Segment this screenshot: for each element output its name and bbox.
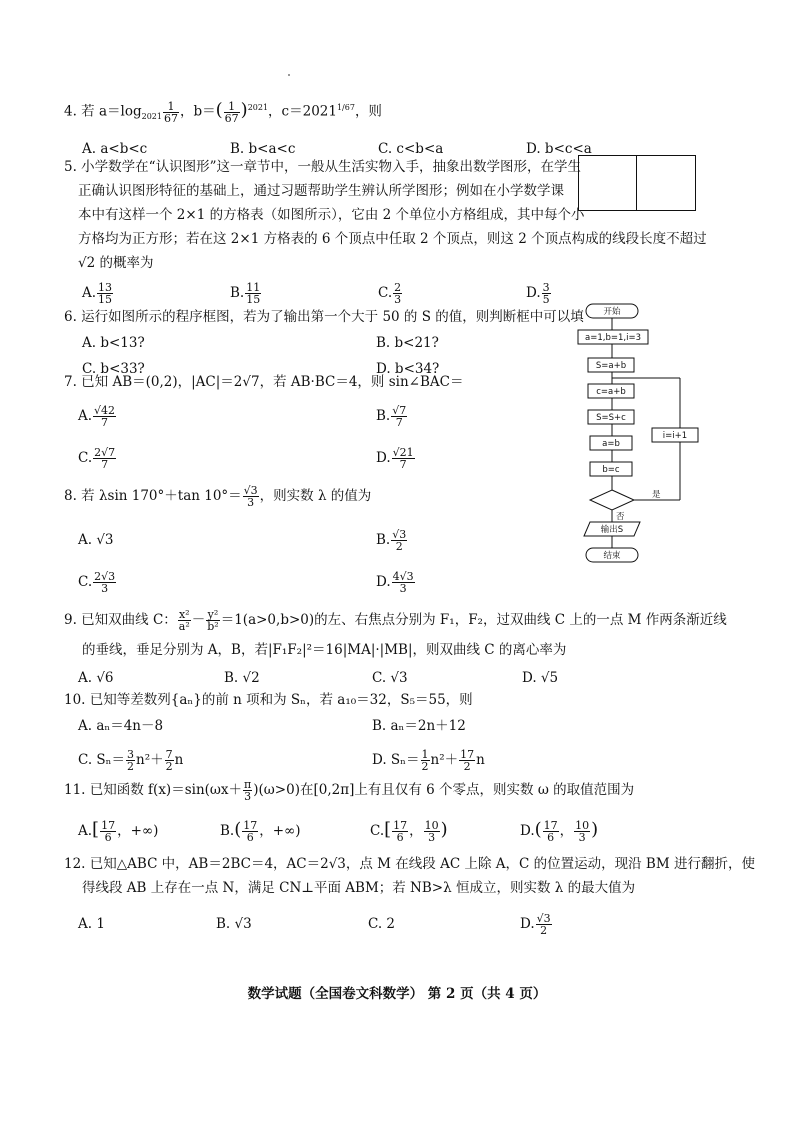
question-12: [64, 852, 754, 946]
q4-option-c[interactable]: C. c<b<a: [378, 141, 444, 158]
program-flowchart: [570, 300, 710, 570]
q11-pi-den: 3: [244, 790, 252, 803]
q11-b-n1: 17: [243, 819, 258, 832]
q4-b-num: 1: [224, 101, 240, 113]
q4-b-den: 67: [224, 111, 239, 125]
q11-d-open: (: [534, 819, 542, 840]
flow-s4-text: a=b: [602, 439, 620, 449]
q11-a-n1: 17: [101, 819, 116, 832]
q5-c-label: C.: [378, 285, 393, 301]
q12-option-d[interactable]: [520, 912, 553, 936]
q11-b-label: B.: [220, 823, 235, 839]
q9-option-d[interactable]: D. √5: [522, 670, 559, 686]
q7-a-frac: [93, 405, 116, 428]
q12-d-label: D.: [520, 916, 535, 932]
q12-option-a[interactable]: A. 1: [78, 916, 105, 932]
q7-d-label: D.: [376, 450, 391, 466]
q8-d-frac: [392, 571, 415, 594]
q12-option-b[interactable]: B. √3: [216, 916, 252, 932]
q10-c-frac1: [126, 749, 135, 772]
q10-c-d1: 2: [127, 760, 135, 773]
q11-a-frac: [100, 820, 116, 843]
q10-d-a: D. Sₙ＝: [372, 752, 420, 768]
q9-option-a[interactable]: A. √6: [78, 670, 114, 686]
q11-stem-b: )(ω>0)在[0,2π]上有且仅有 6 个零点，则实数 ω 的取值范围为: [253, 782, 635, 798]
q11-c-n1: 17: [393, 819, 408, 832]
q10-d-d1: 2: [421, 760, 429, 773]
q9-x-frac: [178, 609, 191, 632]
q5-c-frac: [393, 282, 402, 305]
q5-b-num: 11: [246, 281, 261, 294]
question-9: [64, 608, 754, 692]
q11-c-d1: 6: [396, 831, 404, 844]
flow-s2-text: c=a+b: [596, 387, 626, 397]
flow-inc-text: i=i+1: [662, 431, 688, 441]
flow-s3-text: S=S+c: [596, 413, 626, 423]
flow-yes-text: 是: [652, 490, 661, 500]
q11-pi-frac: [243, 779, 252, 802]
q5-option-a[interactable]: [82, 281, 114, 305]
q9-option-c[interactable]: C. √3: [372, 670, 408, 686]
q7-a-label: A.: [78, 408, 93, 424]
q11-a-d1: 6: [104, 831, 112, 844]
q10-c-n1: 3: [127, 748, 135, 761]
q11-stem-a: 11. 已知函数 f(x)＝sin(ωx＋: [64, 782, 243, 798]
q8-d-den: 3: [399, 582, 407, 595]
q11-d-d2: 3: [578, 831, 586, 844]
q11-option-c[interactable]: [370, 818, 448, 843]
q4-a-frac: [163, 101, 179, 124]
q4-b-exp: 2021: [247, 103, 269, 112]
q8-stem-a: 8. 若 λsin 170°＋tan 10°＝: [64, 488, 242, 504]
q8-stem-b: ，则实数 λ 的值为: [259, 488, 372, 504]
flow-init-text: a=1,b=1,i=3: [585, 333, 641, 343]
q4-option-b[interactable]: B. b<a<c: [230, 141, 296, 158]
question-8: [64, 484, 574, 608]
q8-option-b[interactable]: [376, 528, 408, 552]
q5-line-5: √2 的概率为: [78, 255, 154, 271]
scan-speck: [288, 74, 290, 76]
q7-option-b[interactable]: [376, 404, 408, 428]
q5-b-den: 15: [246, 293, 261, 306]
q5-b-frac: [245, 282, 261, 305]
q9-line1-b: ＝1(a>0,b>0)的左、右焦点分别为 F₁，F₂，过双曲线 C 上的一点 M 作两条渐近线: [220, 612, 727, 628]
q8-option-a[interactable]: A. √3: [78, 532, 114, 548]
q11-c-label: C.: [370, 823, 385, 839]
q5-option-b[interactable]: [230, 281, 262, 305]
q10-option-b[interactable]: B. aₙ＝2n＋12: [372, 718, 466, 734]
question-4: 4. 若 $a=\log_{2021}$ $\frac{1}{67}$ ，b＝( $\frac{1}{67}$ )$^{2021}$，$c=2021^{1/67}$，则 A. a<b<c B. b<a<c C. c<b<a D. b<c<a: [64, 96, 754, 163]
q11-a-open: [: [92, 819, 100, 840]
q10-option-c[interactable]: [78, 748, 183, 772]
q11-pi-num: π: [244, 778, 252, 791]
q8-c-label: C.: [78, 574, 93, 590]
q7-option-d[interactable]: [376, 446, 416, 470]
grid-divider: [636, 156, 637, 210]
question-11: [64, 778, 754, 852]
q9-y-den: b²: [207, 620, 219, 633]
q6-option-a[interactable]: A. b<13?: [82, 335, 145, 351]
q11-c-frac1: [392, 820, 408, 843]
q11-c-rest: ，: [409, 823, 423, 839]
flow-start-text: 开始: [603, 307, 621, 317]
q12-d-num: √3: [536, 912, 551, 925]
q7-b-num: √7: [392, 404, 407, 417]
q8-b-num: √3: [392, 528, 407, 541]
q4-a-den: 67: [163, 111, 178, 125]
q8-option-c[interactable]: [78, 570, 117, 594]
q4-b-expr: ，b＝: [179, 103, 216, 120]
q12-d-frac: [536, 913, 552, 936]
q8-c-den: 3: [101, 582, 109, 595]
q6-option-d[interactable]: D. b<34?: [376, 361, 440, 377]
q7-c-num: 2√7: [94, 446, 116, 459]
q11-d-label: D.: [520, 823, 535, 839]
q11-option-d[interactable]: [520, 818, 598, 843]
q10-c-b: n²＋: [136, 752, 164, 768]
q10-d-c: n: [476, 752, 485, 768]
q4-c-exp: 1/67: [336, 103, 355, 112]
q11-d-frac1: [543, 820, 559, 843]
q11-c-frac2: [424, 820, 440, 843]
q11-option-a[interactable]: [78, 818, 158, 843]
q11-b-open: (: [234, 819, 242, 840]
question-10: [64, 688, 754, 782]
q9-x-num: x²: [178, 608, 190, 621]
q8-c-frac: [93, 571, 116, 594]
q9-y-num: y²: [207, 608, 219, 621]
q11-option-b[interactable]: [220, 818, 301, 843]
q4-a-base: 2021: [141, 112, 162, 122]
q5-c-den: 3: [394, 293, 402, 306]
q9-x-den: a²: [178, 620, 190, 633]
grid-2x1-figure: [578, 155, 696, 211]
q8-stem-num: √3: [243, 484, 258, 497]
q6-option-b[interactable]: B. b<21?: [376, 335, 439, 351]
q7-b-label: B.: [376, 408, 391, 424]
q8-d-label: D.: [376, 574, 391, 590]
q12-line-1: 12. 已知△ABC 中，AB＝2BC＝4，AC＝2√3，点 M 在线段 AC 上除 A，C 的位置运动，现沿 BM 进行翻折，使: [64, 856, 755, 872]
q11-b-frac: [242, 820, 258, 843]
q5-a-frac: [97, 282, 113, 305]
q5-option-d[interactable]: [526, 281, 552, 305]
q9-option-b[interactable]: B. √2: [224, 670, 260, 686]
q10-d-n2: 17: [460, 748, 475, 761]
question-7: [64, 370, 574, 484]
q10-c-a: C. Sₙ＝: [78, 752, 126, 768]
q12-d-den: 2: [540, 924, 548, 937]
flow-output-text: 输出S: [600, 525, 624, 535]
q11-d-rest: ，: [559, 823, 574, 839]
q5-a-num: 13: [98, 281, 113, 294]
q4-tail: ，则: [354, 103, 382, 120]
q5-line-3: 本中有这样一个 2×1 的方格表（如图所示），它由 2 个单位小方格组成，其中每个小: [78, 207, 585, 223]
q11-c-open: [: [384, 819, 392, 840]
q5-option-c[interactable]: [378, 281, 403, 305]
q11-c-n2: 10: [424, 819, 439, 832]
q4-option-d[interactable]: D. b<c<a: [526, 141, 592, 158]
q11-b-rest: ，+∞): [259, 823, 301, 839]
q8-d-num: 4√3: [392, 570, 414, 583]
q5-d-frac: [542, 282, 551, 305]
flow-s5-text: b=c: [602, 465, 620, 475]
q4-option-a[interactable]: A. a<b<c: [82, 141, 148, 158]
q9-line-2: 的垂线，垂足分别为 A，B，若|F₁F₂|²＝16|MA|·|MB|，则双曲线 C 的离心率为: [82, 642, 567, 658]
q4-b-frac: [224, 101, 240, 124]
q7-d-num: √21: [392, 446, 414, 459]
q11-a-rest: ，+∞): [117, 823, 159, 839]
q7-d-den: 7: [399, 458, 407, 471]
flow-no-text: 否: [616, 512, 625, 522]
q4-c-expr: ，c＝2021: [268, 103, 337, 120]
q5-a-den: 15: [98, 293, 113, 306]
q7-c-label: C.: [78, 450, 93, 466]
q8-option-d[interactable]: [376, 570, 416, 594]
q4-a-num: 1: [163, 101, 179, 113]
q11-b-d1: 6: [246, 831, 254, 844]
q5-line-1: 5. 小学数学在“认识图形”这一章节中，一般从生活实物入手，抽象出数学图形，在学生: [64, 159, 581, 175]
q10-stem: 10. 已知等差数列{aₙ}的前 n 项和为 Sₙ，若 a₁₀＝32，S₅＝55，则: [64, 692, 473, 708]
q10-d-d2: 2: [463, 760, 471, 773]
q8-stem-frac: [243, 485, 259, 508]
q7-a-den: 7: [101, 416, 109, 429]
q9-line1-a: 9. 已知双曲线 C：: [64, 612, 177, 628]
q8-b-den: 2: [395, 540, 403, 553]
q9-minus: －: [191, 612, 206, 628]
q5-b-label: B.: [230, 285, 245, 301]
q11-d-n2: 10: [575, 819, 590, 832]
q5-line-4: 方格均为正方形；若在这 2×1 方格表的 6 个顶点中任取 2 个顶点，则这 2 个顶点构成的线段长度不超过: [78, 231, 707, 247]
q10-d-n1: 1: [421, 748, 429, 761]
q11-d-n1: 17: [543, 819, 558, 832]
q8-stem-den: 3: [247, 496, 255, 509]
q10-option-a[interactable]: A. aₙ＝4n－8: [78, 718, 164, 734]
q10-d-b: n²＋: [430, 752, 459, 768]
q11-d-close: ): [591, 819, 599, 840]
q6-option-c[interactable]: C. b<33?: [82, 361, 145, 377]
q11-d-d1: 6: [547, 831, 555, 844]
q10-d-frac1: [421, 749, 430, 772]
q11-a-label: A.: [78, 823, 93, 839]
q7-stem: 7. 已知 AB＝(0,2)，|AC|＝2√7，若 AB·BC＝4，则 sin∠BAC＝: [64, 374, 464, 390]
q7-a-num: √42: [94, 404, 116, 417]
q10-d-frac2: [459, 749, 475, 772]
q5-line-2: 正确认识图形特征的基础上，通过习题帮助学生辨认所学图形；例如在小学数学课: [78, 183, 564, 199]
flow-end-text: 结束: [603, 551, 621, 561]
q5-d-num: 3: [542, 281, 550, 294]
q8-b-frac: [391, 529, 407, 552]
q11-c-d2: 3: [428, 831, 436, 844]
q4-a-expr: a＝log: [98, 103, 142, 120]
q7-d-frac: [392, 447, 415, 470]
q5-d-den: 5: [542, 293, 550, 306]
q10-c-n2: 7: [165, 748, 173, 761]
q10-c-c: n: [174, 752, 184, 768]
q7-c-den: 7: [101, 458, 109, 471]
flow-decision: [590, 490, 634, 510]
q5-d-label: D.: [526, 285, 541, 301]
q9-y-frac: [206, 609, 219, 632]
q7-option-c[interactable]: [78, 446, 117, 470]
q8-b-label: B.: [376, 532, 391, 548]
q12-option-c[interactable]: C. 2: [368, 916, 396, 932]
q7-option-a[interactable]: [78, 404, 117, 428]
q11-c-close: ): [440, 819, 448, 840]
q10-option-d[interactable]: [372, 748, 485, 772]
flow-s1-text: S=a+b: [595, 361, 627, 371]
page-footer: 数学试题（全国卷文科数学） 第 2 页（共 4 页）: [247, 986, 547, 1002]
q12-line-2: 得线段 AB 上存在一点 N，满足 CN⊥平面 ABM；若 NB>λ 恒成立，则实数 λ 的最大值为: [82, 880, 636, 896]
q11-d-frac2: [574, 820, 590, 843]
q5-c-num: 2: [394, 281, 402, 294]
q7-b-den: 7: [395, 416, 403, 429]
q10-c-frac2: [165, 749, 174, 772]
q7-b-frac: [391, 405, 407, 428]
q4-prefix: 4. 若: [64, 103, 99, 120]
q6-stem: 6. 运行如图所示的程序框图，若为了输出第一个大于 50 的 S 的值，则判断框中可以填: [64, 309, 584, 325]
q10-c-d2: 2: [165, 760, 173, 773]
q7-c-frac: [93, 447, 116, 470]
q8-c-num: 2√3: [94, 570, 116, 583]
q5-a-label: A.: [82, 285, 97, 301]
